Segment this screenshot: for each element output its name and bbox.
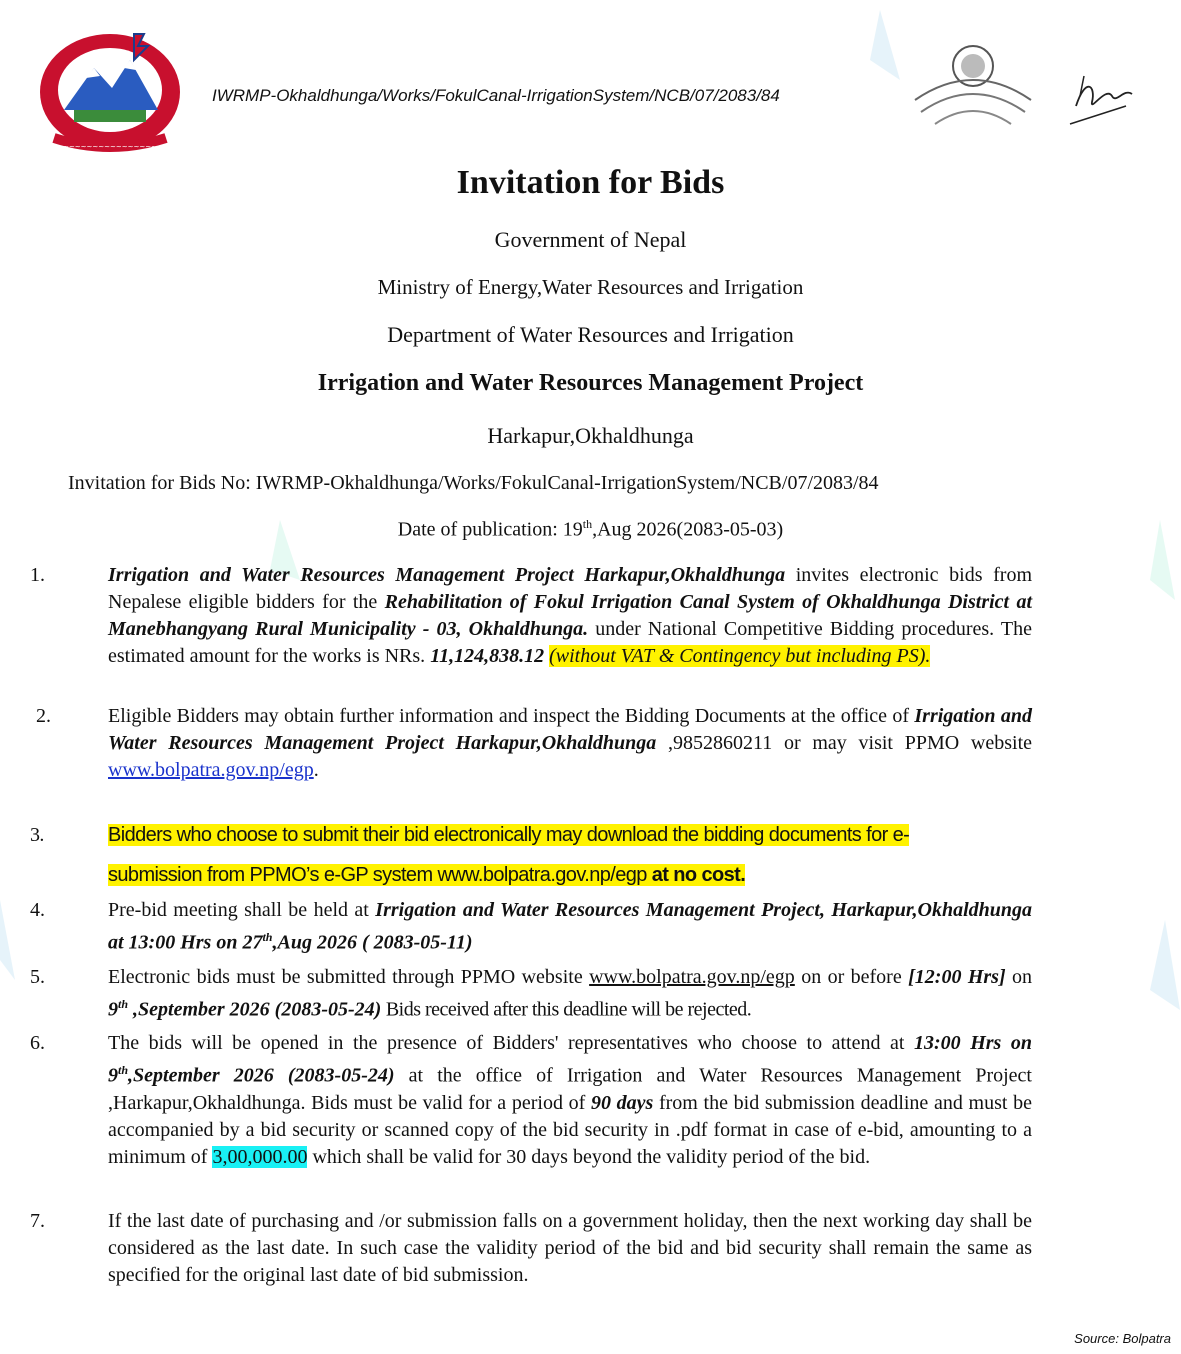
department-line: Department of Water Resources and Irrigation [387, 322, 794, 347]
publication-date: Date of publication: 19th,Aug 2026(2083-05-03) [397, 517, 784, 541]
clause-text: Irrigation and Water Resources Management Project Harkapur,Okhaldhunga invites electronic bids from Nepalese eligible bidders for the Rehabilitation of Fokul Irrigation Canal System of Okhaldhunga District at Manebhangyang Rural Municipality - 03, Okhaldhunga. under National Competitive Bidding procedures. The estimated amount for the works is NRs. 11,124,838.12 (without VAT & Contingency but including PS). [108, 564, 1033, 667]
nepal-government-emblem-icon [34, 30, 186, 158]
clause-text-line1: Bidders who choose to submit their bid electronically may download the bidding documents for e- [108, 824, 910, 846]
source-credit: Source: Bolpatra [1074, 1331, 1171, 1346]
clause-number: 6. [30, 1032, 45, 1054]
project-location: Harkapur,Okhaldhunga [487, 423, 694, 448]
clause-text: The bids will be opened in the presence of Bidders' representatives who choose to attend at 13:00 Hrs on 9th,September 2026 (2083-05-24) at the office of Irrigation and Water Resources Management Project ,Harkapur,Okhaldhunga. Bids must be valid for a period of 90 days from the bid submission deadline and must be accompanied by a bid security or scanned copy of the bid security in .pdf format in case of e-bid, amounting to a minimum of 3,00,000.00 which shall be valid for 30 days beyond the validity period of the bid. [108, 1032, 1032, 1168]
clause-text: Eligible Bidders may obtain further information and inspect the Bidding Documents at the office of Irrigation and Water Resources Management Project Harkapur,Okhaldhunga ,9852860211 or may visit PPMO website www.bolpatra.gov.np/egp. [108, 705, 1033, 781]
clause-text-line2: submission from PPMO’s e-GP system www.bolpatra.gov.np/egp at no cost. [108, 864, 746, 886]
office-stamp-icon [905, 40, 1041, 132]
highlighted-note: (without VAT & Contingency but including PS). [549, 645, 931, 667]
clause-text: Pre-bid meeting shall be held at Irrigation and Water Resources Management Project, Harkapur,Okhaldhunga at 13:00 Hrs on 27th,Aug 2026 ( 2083-05-11) [108, 899, 1032, 954]
clause-number: 4. [30, 899, 45, 921]
bolpatra-link[interactable]: www.bolpatra.gov.np/egp [108, 759, 314, 781]
header-reference-number: IWRMP-Okhaldhunga/Works/FokulCanal-IrrigationSystem/NCB/07/2083/84 [212, 86, 780, 105]
clause-number: 5. [30, 966, 45, 988]
clause-text: Electronic bids must be submitted through PPMO website www.bolpatra.gov.np/egp on or before [12:00 Hrs] on 9th ,September 2026 (2083-05-24) Bids received after this deadline will be rejected. [108, 966, 1033, 1021]
clause-number: 7. [30, 1210, 45, 1232]
clause-text: If the last date of purchasing and /or submission falls on a government holiday, then the next working day shall be considered as the last date. In such case the validity period of the bid and bid security shall remain the same as specified for the original last date of bid submission. [108, 1210, 1032, 1286]
clause-number: 2. [36, 705, 51, 727]
bid-security-amount: 3,00,000.00 [212, 1145, 308, 1168]
ministry-line: Ministry of Energy,Water Resources and Irrigation [377, 275, 804, 299]
project-name: Irrigation and Water Resources Management Project [317, 370, 864, 396]
signature-icon [1066, 66, 1142, 128]
clause-number: 3. [30, 824, 44, 846]
ifb-number: Invitation for Bids No: IWRMP-Okhaldhunga/Works/FokulCanal-IrrigationSystem/NCB/07/2083/84 [68, 472, 879, 494]
clause-number: 1. [30, 564, 45, 586]
bolpatra-link[interactable]: www.bolpatra.gov.np/egp [589, 966, 795, 988]
svg-text:~~~~~~~~~~~~~~~~: ~~~~~~~~~~~~~~~~ [63, 143, 157, 151]
government-line: Government of Nepal [494, 227, 687, 252]
page-title: Invitation for Bids [456, 164, 725, 201]
